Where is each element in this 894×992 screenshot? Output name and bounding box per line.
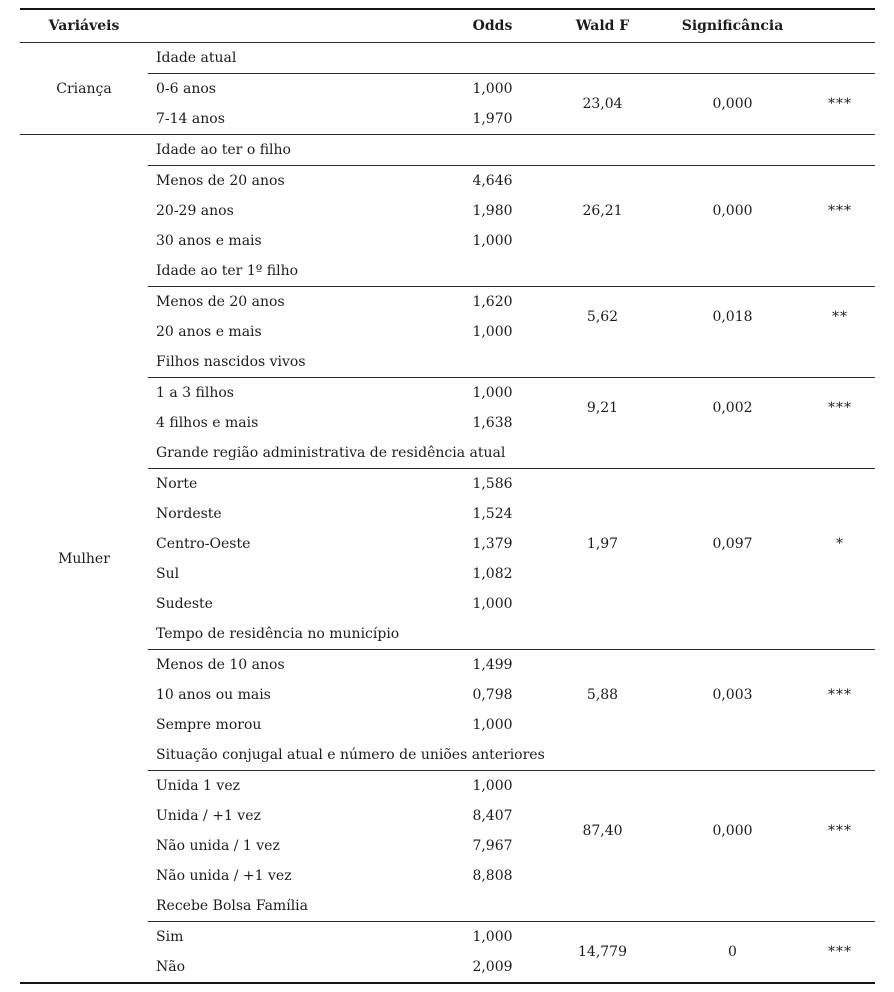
significance-value: 0,002: [712, 400, 753, 416]
row-label: 20-29 anos: [156, 203, 234, 219]
significance-value: 0,000: [712, 823, 753, 839]
odds-value: 1,082: [472, 566, 513, 582]
significance-stars: ***: [828, 203, 852, 219]
significance-stars: ***: [828, 400, 852, 416]
odds-value: 1,499: [472, 657, 513, 673]
odds-value: 4,646: [472, 173, 513, 189]
data-row: [20, 922, 875, 953]
odds-value: 1,000: [472, 81, 513, 97]
row-label: Norte: [156, 476, 198, 492]
section-header-row: [20, 43, 875, 74]
odds-value: 1,000: [472, 233, 513, 249]
significance-stars: ***: [828, 944, 852, 960]
header-significancia: Significância: [660, 9, 805, 43]
row-label: 30 anos e mais: [156, 233, 262, 249]
odds-value: 1,000: [472, 385, 513, 401]
data-row: [20, 74, 875, 105]
odds-value: 1,620: [472, 294, 513, 310]
odds-value: 8,407: [472, 808, 513, 824]
significance-value: 0,097: [712, 536, 753, 552]
wald-f-value: 1,97: [586, 536, 619, 552]
section-title: Idade ao ter o filho: [148, 135, 875, 166]
odds-value: 1,379: [472, 536, 513, 552]
significance-value: 0,018: [712, 309, 753, 325]
section-title: Situação conjugal atual e número de uniões anteriores: [148, 740, 875, 771]
odds-value: 1,586: [472, 476, 513, 492]
section-title: Tempo de residência no município: [148, 619, 875, 650]
row-label: Não: [156, 959, 186, 975]
section-title: Filhos nascidos vivos: [148, 347, 875, 378]
row-label: 20 anos e mais: [156, 324, 262, 340]
section-header-row: [20, 256, 875, 287]
group-label: Criança: [56, 80, 112, 97]
row-label: Unida 1 vez: [156, 778, 240, 794]
row-label: Não unida / +1 vez: [156, 868, 292, 884]
header-row: [20, 9, 875, 43]
odds-value: 1,000: [472, 929, 513, 945]
row-label: 7-14 anos: [156, 111, 225, 127]
odds-value: 1,524: [472, 506, 513, 522]
section-header-row: [20, 891, 875, 922]
row-label: Nordeste: [156, 506, 222, 522]
group-label: Mulher: [20, 135, 148, 984]
wald-f-value: 23,04: [582, 96, 623, 112]
significance-stars: ***: [828, 96, 852, 112]
data-row: [20, 469, 875, 500]
section-header-row: [20, 438, 875, 469]
significance-value: 0,000: [712, 96, 753, 112]
row-label: Sempre morou: [156, 717, 262, 733]
odds-value: 1,000: [472, 596, 513, 612]
row-label: Menos de 10 anos: [156, 657, 285, 673]
row-label: 10 anos ou mais: [156, 687, 271, 703]
odds-value: 2,009: [472, 959, 513, 975]
wald-f-value: 87,40: [582, 823, 623, 839]
wald-f-value: 5,62: [586, 309, 619, 325]
regression-results-table: [20, 8, 875, 984]
header-wald-f: Wald F: [545, 9, 660, 43]
significance-stars: *: [836, 536, 844, 552]
section-header-row: [20, 135, 875, 166]
row-label: Sul: [156, 566, 180, 582]
row-label: Sudeste: [156, 596, 213, 612]
section-header-row: [20, 740, 875, 771]
header-stars-spacer: [805, 9, 875, 43]
section-title: Grande região administrativa de residência atual: [148, 438, 875, 469]
wald-f-value: 5,88: [586, 687, 619, 703]
significance-value: 0,003: [712, 687, 753, 703]
section-title: Recebe Bolsa Família: [148, 891, 875, 922]
row-label: Unida / +1 vez: [156, 808, 261, 824]
odds-value: 1,970: [472, 111, 513, 127]
significance-value: 0: [728, 944, 737, 960]
row-label: Menos de 20 anos: [156, 294, 285, 310]
row-label: Não unida / 1 vez: [156, 838, 280, 854]
section-header-row: [20, 619, 875, 650]
odds-value: 1,638: [472, 415, 513, 431]
odds-value: 0,798: [472, 687, 513, 703]
section-title: Idade ao ter 1º filho: [148, 256, 875, 287]
odds-value: 1,000: [472, 324, 513, 340]
header-variaveis: Variáveis: [20, 9, 148, 43]
significance-stars: ***: [828, 687, 852, 703]
odds-value: 1,980: [472, 203, 513, 219]
data-row: [20, 378, 875, 409]
wald-f-value: 9,21: [586, 400, 619, 416]
section-title: Idade atual: [148, 43, 875, 74]
header-odds: Odds: [440, 9, 545, 43]
data-row: [20, 771, 875, 802]
significance-stars: **: [832, 309, 848, 325]
significance-stars: ***: [828, 823, 852, 839]
data-row: [20, 287, 875, 318]
data-row: [20, 166, 875, 197]
section-header-row: [20, 347, 875, 378]
odds-value: 1,000: [472, 717, 513, 733]
row-label: 1 a 3 filhos: [156, 385, 234, 401]
row-label: Sim: [156, 929, 184, 945]
odds-value: 7,967: [472, 838, 513, 854]
significance-value: 0,000: [712, 203, 753, 219]
wald-f-value: 26,21: [582, 203, 623, 219]
header-category-spacer: [148, 9, 440, 43]
row-label: 0-6 anos: [156, 81, 216, 97]
data-row: [20, 650, 875, 681]
row-label: Menos de 20 anos: [156, 173, 285, 189]
wald-f-value: 14,779: [578, 944, 627, 960]
odds-value: 1,000: [472, 778, 513, 794]
row-label: Centro-Oeste: [156, 536, 251, 552]
odds-value: 8,808: [472, 868, 513, 884]
row-label: 4 filhos e mais: [156, 415, 259, 431]
